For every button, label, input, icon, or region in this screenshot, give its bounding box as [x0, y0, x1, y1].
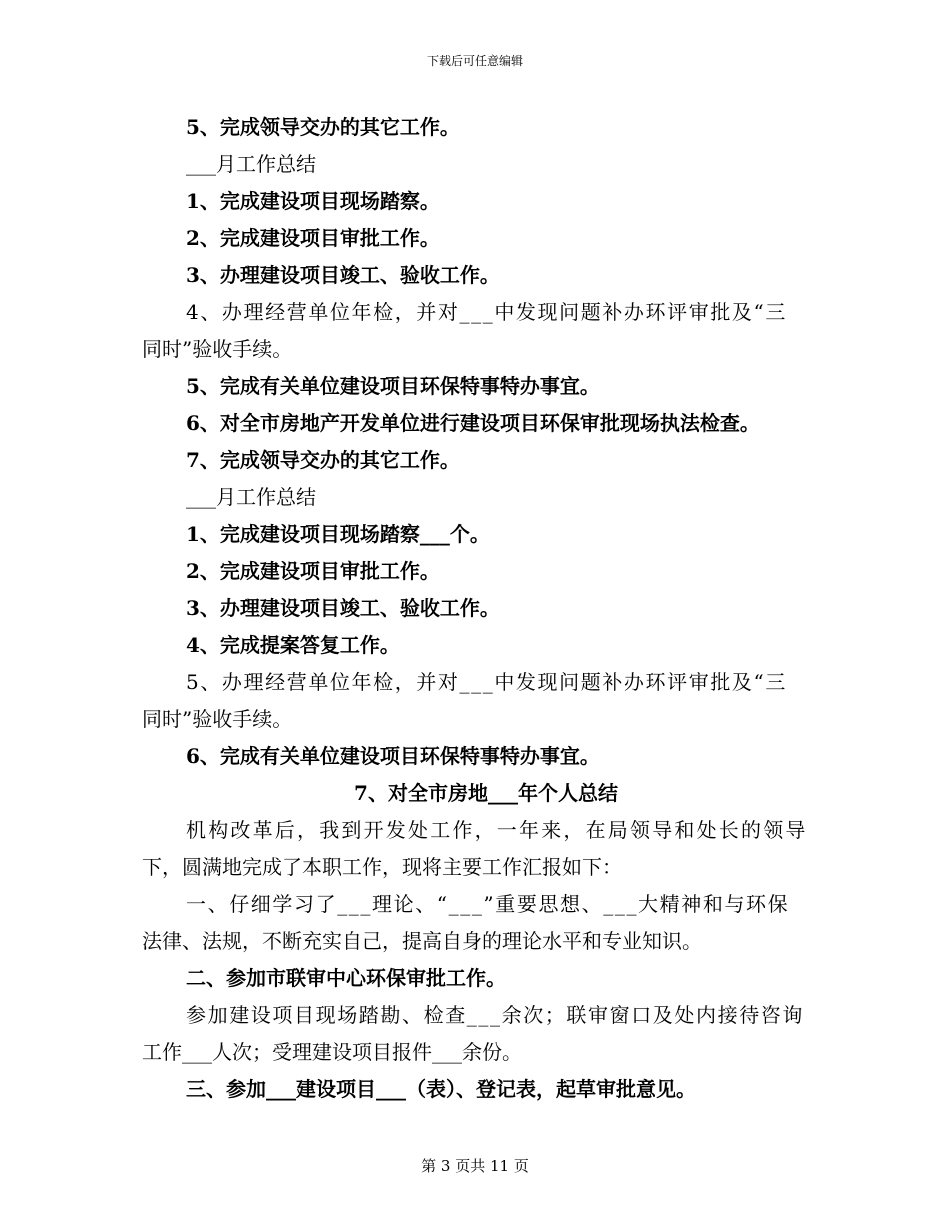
- paragraph-continuation: 工作___人次；受理建设项目报件___余份。: [142, 1040, 522, 1064]
- section-heading: ___月工作总结: [186, 485, 316, 509]
- document-body: [142, 109, 810, 1108]
- paragraph-continuation: 下，圆满地完成了本职工作，现将主要工作汇报如下：: [142, 855, 622, 879]
- paragraph: 4、办理经营单位年检，并对___中发现问题补办环评审批及“三: [186, 300, 787, 324]
- paragraph: 3、办理建设项目竣工、验收工作。: [186, 263, 500, 287]
- paragraph-continuation: 法律、法规，不断充实自己，提高自身的理论水平和专业知识。: [142, 929, 702, 953]
- paragraph: 一、仔细学习了___理论、“___”重要思想、___大精神和与环保: [186, 892, 790, 916]
- paragraph: 1、完成建设项目现场踏察。: [186, 189, 440, 213]
- section-heading: ___月工作总结: [186, 152, 316, 176]
- paragraph-continuation: 同时”验收手续。: [142, 707, 293, 731]
- paragraph: 参加建设项目现场踏勘、检查___余次；联审窗口及处内接待咨询: [186, 1003, 804, 1027]
- paragraph: 5、完成领导交办的其它工作。: [186, 115, 460, 139]
- paragraph: 1、完成建设项目现场踏察___个。: [186, 522, 490, 546]
- paragraph: 6、完成有关单位建设项目环保特事特办事宜。: [186, 744, 600, 768]
- paragraph: 三、参加___建设项目___（表）、登记表，起草审批意见。: [186, 1077, 696, 1101]
- paragraph: 6、对全市房地产开发单位进行建设项目环保审批现场执法检查。: [186, 411, 760, 435]
- paragraph: 5、完成有关单位建设项目环保特事特办事宜。: [186, 374, 600, 398]
- page-footer: 第 3 页共 11 页: [421, 1157, 529, 1175]
- page-header: 下载后可任意编辑: [426, 54, 523, 68]
- paragraph: 3、办理建设项目竣工、验收工作。: [186, 596, 500, 620]
- paragraph: 5、办理经营单位年检，并对___中发现问题补办环评审批及“三: [186, 670, 787, 694]
- paragraph: 7、完成领导交办的其它工作。: [186, 448, 460, 472]
- paragraph: 机构改革后，我到开发处工作，一年来，在局领导和处长的领导: [186, 818, 808, 842]
- document-title: 7、对全市房地___年个人总结: [354, 781, 618, 805]
- paragraph: 4、完成提案答复工作。: [186, 633, 400, 657]
- paragraph: 2、完成建设项目审批工作。: [186, 226, 440, 250]
- paragraph: 二、参加市联审中心环保审批工作。: [186, 966, 506, 990]
- paragraph-continuation: 同时”验收手续。: [142, 337, 293, 361]
- paragraph: 2、完成建设项目审批工作。: [186, 559, 440, 583]
